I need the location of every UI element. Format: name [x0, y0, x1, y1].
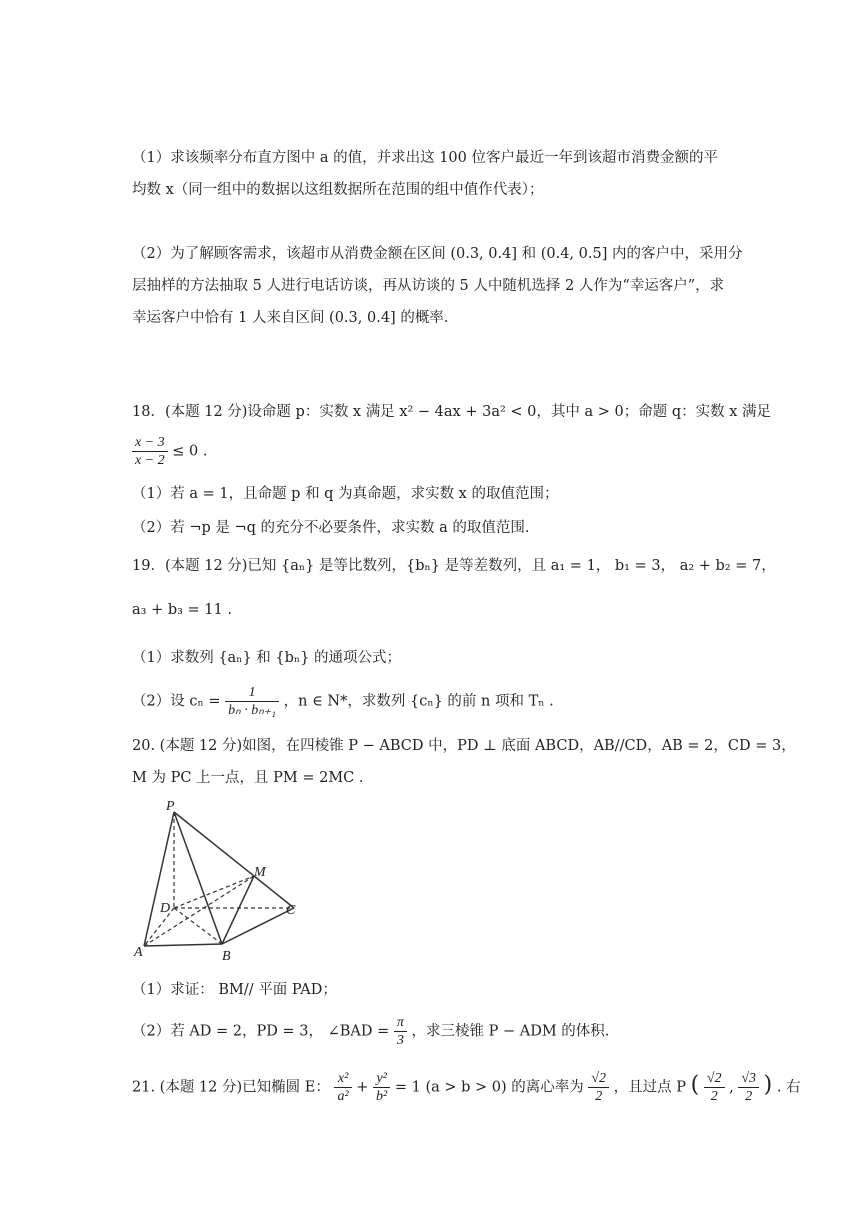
q21-point-y-numerator: √3	[738, 1070, 759, 1088]
q20-statement-cont: M 为 PC 上一点，且 PM = 2MC .	[132, 770, 364, 786]
q21-y-numerator: y²	[373, 1070, 390, 1088]
q21-x-numerator: x²	[334, 1070, 351, 1088]
q19-fraction-denominator: bₙ · bₙ₊₁	[228, 703, 277, 718]
q21-point-x-denominator: 2	[710, 1089, 718, 1104]
q18-fraction	[132, 434, 168, 469]
q21-eccentricity-denominator: 2	[595, 1089, 603, 1104]
q21-x-denominator: a²	[337, 1089, 349, 1104]
q21-point-x-numerator: √2	[704, 1070, 725, 1088]
q19-fraction-numerator: 1	[225, 684, 279, 702]
q21-y-fraction	[373, 1070, 390, 1105]
q20-fraction-numerator: π	[394, 1014, 407, 1032]
q21-x-fraction	[334, 1070, 351, 1105]
q17-part1-line1: （1）求该频率分布直方图中 a 的值，并求出这 100 位客户最近一年到该超市消费金额的平	[132, 150, 718, 166]
q20-fraction-denominator: 3	[396, 1033, 404, 1048]
q21-eccentricity-fraction	[588, 1070, 609, 1105]
q18-part1: （1）若 a = 1，且命题 p 和 q 为真命题，求实数 x 的取值范围；	[132, 486, 559, 502]
edge-PA	[144, 812, 174, 946]
q20-part1: （1）求证： BM// 平面 PAD；	[132, 982, 337, 998]
q19-part2-tail: ，n ∈ N*，求数列 {cₙ} 的前 n 项和 Tₙ .	[283, 693, 554, 710]
vertex-P-label: P	[166, 799, 175, 814]
q20-part2	[132, 1014, 609, 1049]
q21-point-x	[704, 1070, 725, 1105]
q21-point-y-denominator: 2	[745, 1089, 753, 1104]
q18-fraction-numerator: x − 3	[132, 434, 168, 452]
q19-statement: 19．(本题 12 分)已知 {aₙ} 是等比数列，{bₙ} 是等差数列，且 a₁ = 1， b₁ = 3， a₂ + b₂ = 7，	[132, 558, 776, 574]
q21-eccentricity-numerator: √2	[588, 1070, 609, 1088]
q18-inequality	[132, 434, 207, 469]
q17-part2-line2: 层抽样的方法抽取 5 人进行电话访谈，再从访谈的 5 人中随机选择 2 人作为“幸运客户”，求	[132, 278, 725, 294]
q21-tail: . 右	[776, 1079, 801, 1096]
vertex-A-label: A	[134, 945, 143, 960]
q21-point-prefix: ，且过点 P	[613, 1079, 687, 1096]
q21-prefix: 21. (本题 12 分)已知椭圆 E：	[132, 1079, 330, 1096]
q21-point-y	[738, 1070, 759, 1105]
q17-part2-line1: （2）为了解顾客需求，该超市从消费金额在区间 (0.3, 0.4] 和 (0.4, 0.5] 内的客户中，采用分	[132, 246, 743, 262]
edge-AB	[144, 944, 222, 946]
q18-inequality-tail: ≤ 0 .	[172, 443, 208, 460]
q19-part2	[132, 684, 554, 719]
q19-fraction	[225, 684, 279, 719]
q21-statement	[132, 1070, 801, 1105]
q21-open-paren: (	[690, 1072, 700, 1098]
q18-statement: 18．(本题 12 分)设命题 p：实数 x 满足 x² − 4ax + 3a² < 0，其中 a > 0；命题 q：实数 x 满足	[132, 404, 772, 420]
q20-fraction	[394, 1014, 407, 1049]
vertex-C-label: C	[286, 903, 296, 918]
q20-part2-tail: ，求三棱锥 P − ADM 的体积.	[411, 1023, 610, 1040]
vertex-D-label: D	[160, 901, 171, 916]
q21-plus: +	[356, 1079, 369, 1096]
edge-BC	[222, 908, 294, 944]
edge-BM	[222, 876, 254, 944]
vertex-M-label: M	[254, 865, 266, 880]
vertex-B-label: B	[222, 949, 231, 964]
q19-part1: （1）求数列 {aₙ} 和 {bₙ} 的通项公式；	[132, 650, 402, 666]
q21-middle: = 1 (a > b > 0) 的离心率为	[394, 1079, 584, 1096]
q21-comma: ,	[729, 1079, 734, 1096]
q18-part2: （2）若 ¬p 是 ¬q 的充分不必要条件，求实数 a 的取值范围.	[132, 520, 530, 536]
q19-statement-cont: a₃ + b₃ = 11 .	[132, 602, 232, 618]
q17-part2-line3: 幸运客户中恰有 1 人来自区间 (0.3, 0.4] 的概率.	[132, 310, 449, 326]
q21-close-paren: )	[763, 1072, 773, 1098]
q20-statement: 20. (本题 12 分)如图，在四棱锥 P − ABCD 中，PD ⊥ 底面 ABCD，AB//CD，AB = 2，CD = 3，	[132, 738, 796, 754]
q18-fraction-denominator: x − 2	[135, 453, 165, 468]
q17-part1-line2: 均数 x（同一组中的数据以这组数据所在范围的组中值作代表）；	[132, 182, 544, 198]
q21-y-denominator: b²	[376, 1089, 388, 1104]
q19-part2-prefix: （2）设 cₙ =	[132, 693, 221, 710]
pyramid-figure	[130, 798, 310, 966]
q20-part2-prefix: （2）若 AD = 2，PD = 3， ∠BAD =	[132, 1023, 390, 1040]
